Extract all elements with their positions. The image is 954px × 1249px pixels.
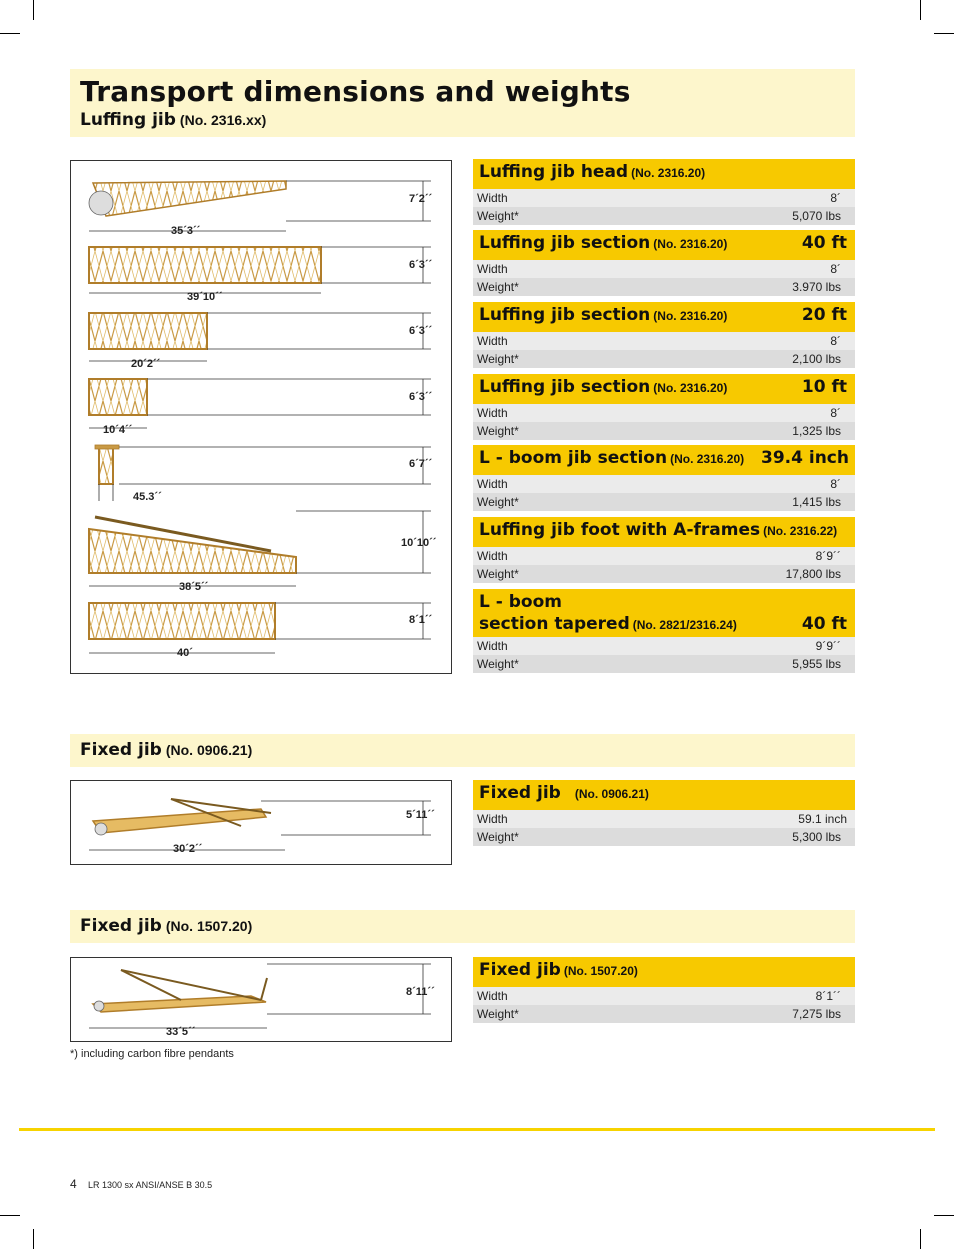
- crop-mark: [33, 1229, 34, 1249]
- page-header: [70, 69, 855, 137]
- luffing-subtitle: [80, 110, 266, 130]
- page-title: Transport dimensions and weights: [80, 75, 631, 108]
- dim-40ft-length: 39´10´´: [187, 291, 223, 303]
- spec-row-width: Width 8´: [473, 475, 855, 493]
- spec-fixed-jib-0906: [473, 780, 855, 846]
- dim-20ft-height: 6´3´´: [409, 325, 433, 337]
- spec-row-width: Width 8´: [473, 260, 855, 278]
- crop-mark: [934, 33, 954, 34]
- spec-luffing-jib-head: [473, 159, 855, 225]
- dim-tapered-height: 8´1´´: [409, 614, 433, 626]
- dim-lboom-length: 45.3´´: [133, 491, 162, 503]
- spec-lboom-section-tapered: [473, 589, 855, 673]
- spec-luffing-section-20ft: [473, 302, 855, 368]
- spec-name-line1: L - boom: [479, 592, 562, 612]
- spec-row-width: Width 8´9´´: [473, 547, 855, 565]
- crop-mark: [920, 1229, 921, 1249]
- dim-tapered-length: 40´: [177, 647, 193, 659]
- dim-foot-height: 10´10´´: [401, 537, 437, 549]
- dim-20ft-length: 20´2´´: [131, 358, 161, 370]
- spec-name: Luffing jib section (No. 2316.20): [479, 233, 728, 253]
- spec-name: Luffing jib section (No. 2316.20): [479, 377, 728, 397]
- spec-name: Luffing jib head (No. 2316.20): [479, 162, 706, 182]
- page-footer: [70, 1177, 212, 1191]
- footnote: *) including carbon fibre pendants: [70, 1048, 234, 1060]
- fixed-jib-0906-drawing: [70, 780, 452, 865]
- luffing-jib-drawing: [70, 160, 452, 674]
- spec-row-width: Width 8´: [473, 332, 855, 350]
- spec-lboom-jib-section: [473, 445, 855, 511]
- luffing-subtitle-text: Luffing jib: [80, 110, 176, 130]
- spec-row-width: Width 8´: [473, 404, 855, 422]
- dim-fixed2-height: 8´11´´: [406, 986, 435, 998]
- spec-name: Luffing jib section (No. 2316.20): [479, 305, 728, 325]
- spec-luffing-section-10ft: [473, 374, 855, 440]
- spec-row-weight: Weight* 1,415 lbs: [473, 493, 855, 511]
- spec-row-width: Width 8´1´´: [473, 987, 855, 1005]
- spec-header: [473, 957, 855, 987]
- dim-lboom-height: 6´7´´: [409, 458, 433, 470]
- fixed-jib-0906-subtitle: Fixed jib (No. 0906.21): [80, 740, 253, 760]
- spec-header: [473, 159, 855, 189]
- dim-head-length: 35´3´´: [171, 225, 201, 237]
- spec-row-width: Width 8´: [473, 189, 855, 207]
- document-name: LR 1300 sx ANSI/ANSE B 30.5: [88, 1180, 213, 1190]
- spec-name: Luffing jib foot with A-frames (No. 2316.22): [479, 520, 838, 540]
- spec-row-weight: Weight* 7,275 lbs: [473, 1005, 855, 1023]
- spec-row-width: Width 9´9´´: [473, 637, 855, 655]
- spec-row-weight: Weight* 3.970 lbs: [473, 278, 855, 296]
- spec-row-weight: Weight* 5,955 lbs: [473, 655, 855, 673]
- spec-luffing-jib-foot: [473, 517, 855, 583]
- crop-mark: [0, 1215, 20, 1216]
- dim-10ft-length: 10´4´´: [103, 424, 133, 436]
- footer-rule: [19, 1128, 935, 1131]
- spec-name: L - boom jib section (No. 2316.20): [479, 448, 745, 468]
- spec-header: [473, 445, 855, 475]
- spec-header: [473, 780, 855, 810]
- luffing-number: (No. 2316.xx): [179, 112, 267, 128]
- spec-fixed-jib-1507: [473, 957, 855, 1023]
- spec-row-weight: Weight* 17,800 lbs: [473, 565, 855, 583]
- spec-tag: 39.4 inch: [761, 448, 849, 468]
- spec-row-weight: Weight* 2,100 lbs: [473, 350, 855, 368]
- dim-fixed1-height: 5´11´´: [406, 809, 435, 821]
- spec-row-width: Width 59.1 inch: [473, 810, 855, 828]
- dim-10ft-height: 6´3´´: [409, 391, 433, 403]
- crop-mark: [920, 0, 921, 20]
- dim-fixed2-length: 33´5´´: [166, 1026, 196, 1038]
- spec-header: [473, 230, 855, 260]
- spec-header: [473, 517, 855, 547]
- spec-name: Fixed jib (No. 0906.21): [479, 783, 649, 803]
- spec-header: [473, 374, 855, 404]
- spec-row-weight: Weight* 1,325 lbs: [473, 422, 855, 440]
- spec-name: Fixed jib (No. 1507.20): [479, 960, 638, 980]
- spec-tag: 40 ft: [801, 233, 847, 253]
- crop-mark: [934, 1215, 954, 1216]
- dim-head-height: 7´2´´: [409, 193, 433, 205]
- spec-header: [473, 589, 855, 637]
- luffing-jib-illustration: [71, 161, 451, 673]
- dim-foot-length: 38´5´´: [179, 581, 209, 593]
- crop-mark: [33, 0, 34, 20]
- spec-tag: 10 ft: [801, 377, 847, 397]
- fixed-jib-1507-illustration: [71, 958, 451, 1041]
- fixed-jib-1507-header: [70, 910, 855, 943]
- fixed-jib-0906-illustration: [71, 781, 451, 864]
- spec-tag: 40 ft: [801, 614, 847, 634]
- spec-row-weight: Weight* 5,070 lbs: [473, 207, 855, 225]
- fixed-jib-1507-drawing: [70, 957, 452, 1042]
- crop-mark: [0, 33, 20, 34]
- spec-header: [473, 302, 855, 332]
- page-number: 4: [70, 1177, 77, 1191]
- spec-luffing-section-40ft: [473, 230, 855, 296]
- spec-tag: 20 ft: [801, 305, 847, 325]
- dim-40ft-height: 6´3´´: [409, 259, 433, 271]
- spec-row-weight: Weight* 5,300 lbs: [473, 828, 855, 846]
- spec-name: section tapered (No. 2821/2316.24): [479, 614, 737, 634]
- fixed-jib-1507-subtitle: Fixed jib (No. 1507.20): [80, 916, 253, 936]
- fixed-jib-0906-header: [70, 734, 855, 767]
- dim-fixed1-length: 30´2´´: [173, 843, 203, 855]
